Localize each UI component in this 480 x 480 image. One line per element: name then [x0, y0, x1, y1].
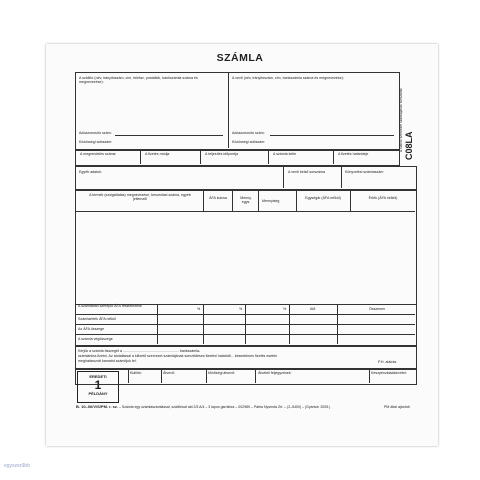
due-date-label: A fizetés határideje: [338, 152, 369, 156]
watermark: egyszerűbb: [4, 463, 30, 469]
order-row-sep: [268, 150, 269, 164]
order-row-sep: [140, 150, 141, 164]
original-label: EREDETI: [89, 374, 107, 379]
signature-sep: [161, 369, 162, 383]
seller-label: A szállító (név, irányítószám, cím, telefax, postafiók, bankszámla száma és megnevezése):: [79, 76, 198, 84]
summary-sep: [203, 304, 204, 344]
seller-tax-line: [115, 135, 223, 136]
buyer-ref-label: A vevő belső sorszáma: [288, 170, 325, 174]
items-col-sep: [296, 190, 297, 211]
payment-method-label: A fizetés módja: [145, 152, 170, 156]
buyer-label: A vevő (név, irányítószám, cím, bankszámla száma és megnevezése):: [232, 76, 344, 80]
footer-text: – Számla egy számlaszámlással, szállítóval akt 2/3 A/4 – 3 lapos garnitúra – 002989 – Pátria Nyomda Zrt. – (2–5400) – (Gyártva: 2005.): [119, 405, 331, 409]
order-no-label: A megrendelés száma: [80, 152, 116, 156]
quality-receiver-label: Minőségi átvevő:: [208, 371, 235, 375]
issuer-label: Kiállító:: [130, 371, 142, 375]
summary-sep: [245, 304, 246, 344]
col-unit-price: Egységár (ÁFA nélkül): [305, 196, 341, 200]
col-qty-unit: Menny. egys.: [240, 196, 252, 204]
summary-sep: [289, 304, 290, 344]
buyer-tax-line: [270, 135, 394, 136]
order-row-sep: [333, 150, 334, 164]
summary-vat-label: Az ÁFA összege: [78, 327, 105, 331]
receiver-label: Átvevő:: [163, 371, 175, 375]
invoice-title: SZÁMLA: [216, 52, 264, 64]
fulfillment-label: A teljesítés időpontja: [205, 152, 238, 156]
cash-label: Készpénzkiadás/vétel:: [371, 371, 407, 375]
other-data-sep: [341, 166, 342, 188]
pct-2: %: [239, 307, 243, 311]
items-table: [75, 190, 417, 305]
pct-1: %: [197, 307, 201, 311]
signature-sep: [206, 369, 207, 383]
am-label: AM: [310, 307, 316, 311]
form-code: C08LA: [404, 131, 414, 160]
summary-total-label: A számla végösszege: [78, 337, 113, 341]
declaration-line-3: meghatározott kamatot számítjuk fel.: [78, 359, 137, 363]
items-col-sep: [258, 190, 259, 211]
declaration-line-1: Kérjük a számla összegét a ........................................................ bankszámla-: [78, 349, 201, 353]
order-row-sep: [200, 150, 201, 164]
seller-eu-tax-label: Közösségi adószám:: [79, 140, 113, 144]
buyer-tax-label: Adóazonosító szám:: [232, 131, 265, 135]
other-data-sep: [283, 166, 284, 188]
col-vat-rate: ÁFA kulcsa: [209, 196, 227, 200]
summary-sep: [337, 304, 338, 344]
items-col-sep: [350, 190, 351, 211]
summary-vat-breakdown-label: A számlában szereplő ÁFA részletezése: [78, 304, 142, 308]
items-header-line: [75, 211, 415, 212]
signature-sep: [255, 369, 256, 383]
signature-sep: [128, 369, 129, 383]
total-label: Összesen: [369, 307, 385, 311]
form-side-label: A kiállító szervezet számlájának sorszáma: [399, 88, 403, 152]
footer-code: B. 10–06/V/S/PM. r. sz.: [76, 404, 119, 409]
col-amount: Mennyiség: [262, 199, 280, 203]
ledger-label: Könyvelési számlaszám: [345, 170, 384, 174]
invoice-date-label: A számla kelte: [273, 152, 297, 156]
copy-label: PÉLDÁNY: [88, 391, 108, 396]
buyer-eu-tax-label: Közösségi adószám:: [232, 140, 266, 144]
copy-number: 1: [94, 378, 102, 392]
seller-tax-label: Adóazonosító szám:: [79, 131, 112, 135]
summary-net-label: Számlaérték ÁFA nélkül: [78, 317, 116, 321]
items-col-sep: [203, 190, 204, 211]
stamp-signature-label: P.H. aláírás: [378, 360, 397, 364]
original-copy-box: [77, 371, 119, 403]
summary-sep: [157, 304, 158, 344]
declaration-line-2: számlánkra fizetni. Az átutalással a kifizető szervezet számlájának szerződéses fizetési határidő... késedelmes fizetés esetén: [78, 354, 278, 358]
items-col-sep: [232, 190, 233, 211]
col-product: A termék (szolgáltatás) megnevezése, besorolási száma, egyéb jellemzői: [89, 193, 191, 201]
party-divider: [228, 72, 229, 148]
signature-sep: [369, 369, 370, 383]
receipt-notes-label: Átvételi feljegyzések:: [258, 371, 292, 375]
other-data-label: Egyéb adatok:: [79, 170, 102, 174]
form-footer: [76, 404, 330, 409]
signature-row: [75, 369, 417, 385]
footer-right: PM által ajánlott: [384, 405, 410, 409]
pct-3: %: [283, 307, 287, 311]
col-value: Érték (ÁFA nélkül): [368, 196, 398, 200]
summary-block: [75, 304, 417, 346]
